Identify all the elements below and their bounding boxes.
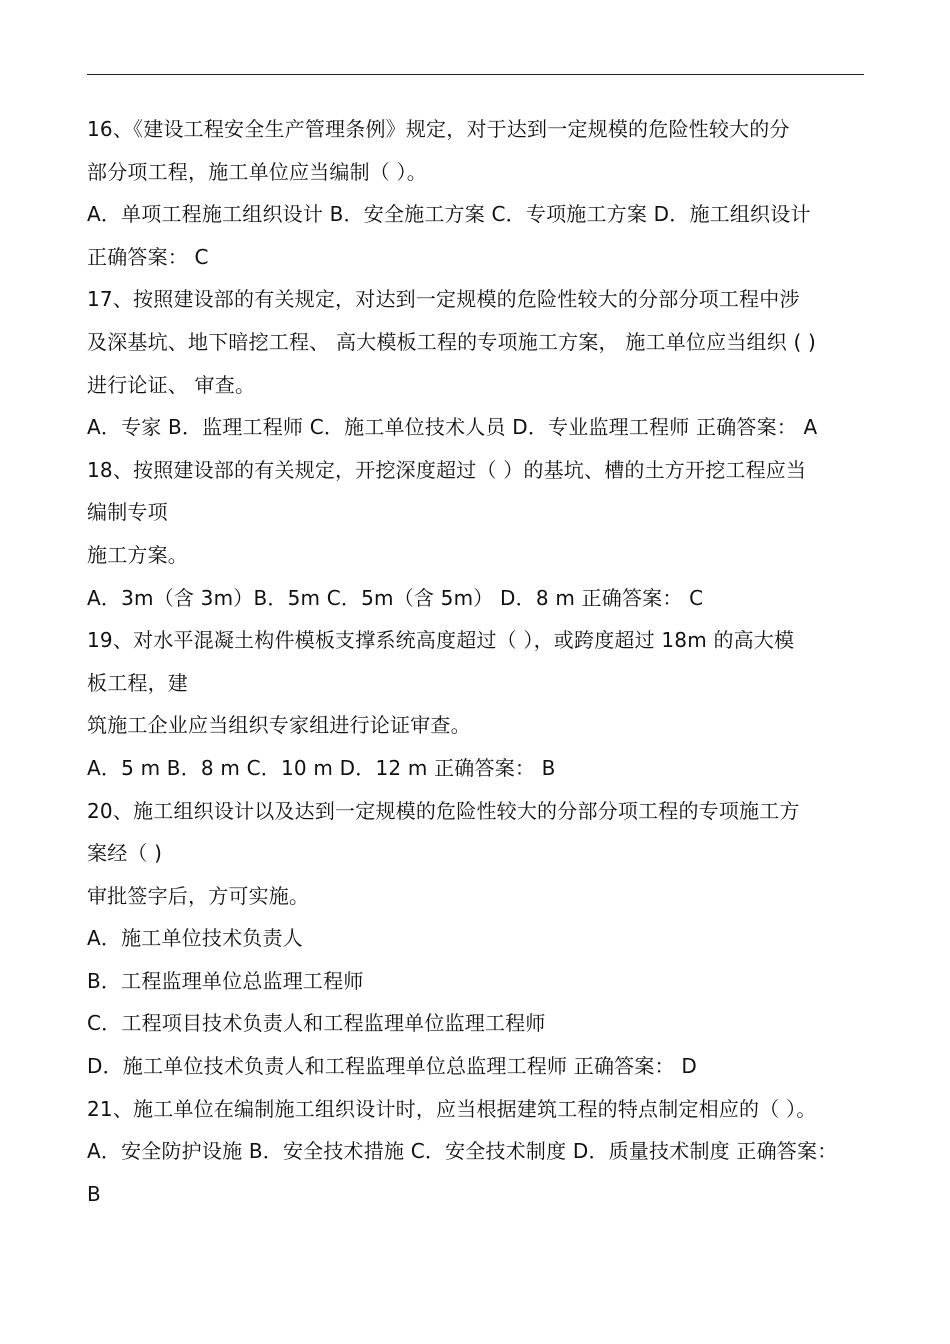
text-line-25: A．安全防护设施 B．安全技术措施 C．安全技术制度 D．质量技术制度 正确答案： — [87, 1139, 838, 1164]
text-line-9: 18、按照建设部的有关规定，开挖深度超过（ ）的基坑、槽的土方开挖工程应当 — [87, 457, 807, 482]
text-line-12: A．3m（含 3m）B．5m C．5m（含 5m） D．8 m 正确答案： C — [87, 585, 704, 610]
header-rule — [87, 74, 864, 75]
text-line-21: B．工程监理单位总监理工程师 — [87, 968, 364, 993]
text-line-26: B — [87, 1181, 101, 1206]
text-line-19: 审批签字后，方可实施。 — [87, 883, 310, 908]
document-body — [87, 108, 877, 1215]
text-line-7: 进行论证、 审查。 — [87, 372, 256, 397]
text-line-20: A．施工单位技术负责人 — [87, 926, 303, 951]
text-line-15: 筑施工企业应当组织专家组进行论证审查。 — [87, 713, 471, 738]
text-line-5: 17、按照建设部的有关规定，对达到一定规模的危险性较大的分部分项工程中涉 — [87, 287, 800, 312]
text-line-10: 编制专项 — [87, 500, 168, 525]
text-line-16: A．5 m B．8 m C．10 m D．12 m 正确答案： B — [87, 755, 556, 780]
text-line-1: 16、《建设工程安全生产管理条例》规定，对于达到一定规模的危险性较大的分 — [87, 117, 790, 141]
text-line-13: 19、对水平混凝土构件模板支撑系统高度超过（ ），或跨度超过 18m 的高大模 — [87, 628, 795, 653]
text-line-22: C．工程项目技术负责人和工程监理单位监理工程师 — [87, 1011, 546, 1036]
text-line-8: A．专家 B．监理工程师 C．施工单位技术人员 D．专业监理工程师 正确答案： A — [87, 415, 818, 440]
text-line-14: 板工程，建 — [87, 670, 188, 695]
text-line-17: 20、施工组织设计以及达到一定规模的危险性较大的分部分项工程的专项施工方 — [87, 798, 800, 823]
text-line-24: 21、施工单位在编制施工组织设计时，应当根据建筑工程的特点制定相应的（ ）。 — [87, 1096, 817, 1121]
text-line-18: 案经（ ) — [87, 841, 163, 866]
text-line-23: D．施工单位技术负责人和工程监理单位总监理工程师 正确答案： D — [87, 1054, 697, 1079]
text-line-4: 正确答案： C — [87, 244, 209, 269]
text-line-2: 部分项工程，施工单位应当编制（ ）。 — [87, 159, 427, 184]
text-line-6: 及深基坑、地下暗挖工程、 高大模板工程的专项施工方案， 施工单位应当组织 ( ) — [87, 329, 817, 354]
text-line-11: 施工方案。 — [87, 542, 188, 567]
text-line-3: A．单项工程施工组织设计 B．安全施工方案 C．专项施工方案 D．施工组织设计 — [87, 202, 811, 227]
